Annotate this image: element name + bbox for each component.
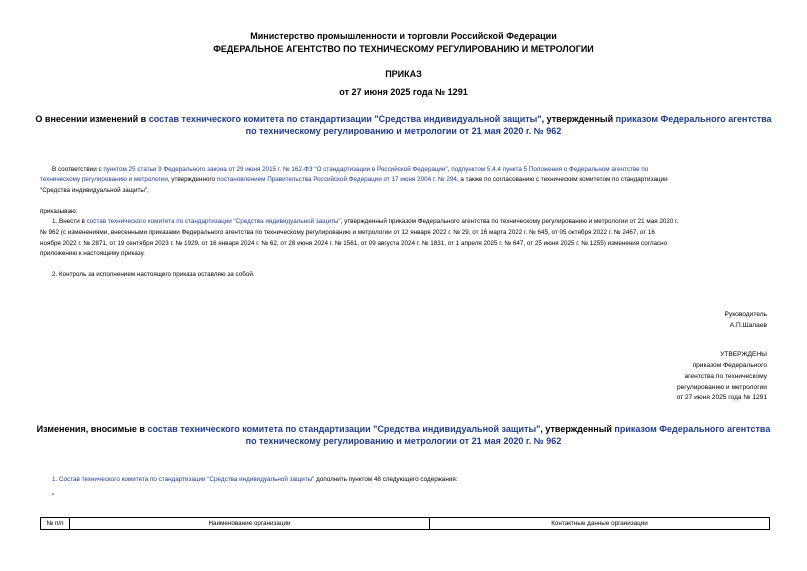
preamble-end: , а также по согласованию с техническим комитетом по стандартизации bbox=[456, 176, 668, 183]
approval-line5: от 27 июня 2025 года № 1291 bbox=[676, 394, 767, 401]
appendix-title-order-link-cont[interactable]: по техническому регулированию и метрологии от 21 мая 2020 г. № 962 bbox=[245, 436, 562, 446]
item1-line1 bbox=[52, 217, 772, 228]
table-header-number: № п/п bbox=[41, 518, 70, 530]
appendix-title-pre: Изменения, вносимые в bbox=[36, 424, 148, 434]
preamble-line2 bbox=[40, 175, 770, 186]
item1-line3: ноября 2022 г. № 2871, от 19 сентября 2023 г. № 1929, от 16 января 2024 г. № 62, от 28 июня 2024 г. № 1561, от 09 августа 2024 г. № 1831, от 1 апреля 2025 г. № 647, от 25 июня 2025 г. № 1255) изменения согласно bbox=[40, 240, 668, 247]
title-mid: , утвержденный bbox=[541, 114, 616, 124]
quote-mark: " bbox=[52, 493, 55, 500]
item1-line4: приложению к настоящему приказу. bbox=[40, 250, 145, 257]
appendix-title-committee-link[interactable]: состав технического комитета по стандартизации "Средства индивидуальной защиты" bbox=[147, 424, 541, 434]
appendix-title-order-link[interactable]: приказом Федерального агентства bbox=[614, 424, 771, 434]
title-link-order-cont[interactable]: по техническому регулированию и метрологии от 21 мая 2020 г. № 962 bbox=[245, 126, 562, 136]
title-link-order[interactable]: приказом Федерального агентства bbox=[615, 114, 772, 124]
members-table bbox=[40, 517, 770, 530]
table-header-row bbox=[41, 518, 770, 530]
preamble-mid: , утвержденного bbox=[167, 176, 217, 183]
item2: 2. Контроль за исполнением настоящего приказа оставляю за собой. bbox=[52, 271, 255, 278]
item1-committee-link[interactable]: состав технического комитета по стандартизации "Средства индивидуальной защиты" bbox=[86, 218, 341, 225]
preamble-line3: "Средства индивидуальной защиты", bbox=[40, 187, 149, 194]
signature-role: Руководитель bbox=[724, 311, 767, 318]
government-decree-link[interactable]: постановлением Правительства Российской Федерации от 17 июня 2004 г. № 294 bbox=[216, 176, 457, 183]
agency-name: ФЕДЕРАЛЬНОЕ АГЕНТСТВО ПО ТЕХНИЧЕСКОМУ РЕГУЛИРОВАНИЮ И МЕТРОЛОГИИ bbox=[213, 44, 594, 54]
appendix-item1 bbox=[52, 475, 458, 486]
item1-rest: , утвержденный приказом Федерального агентства по техническому регулированию и метрологии от 21 мая 2020 г. bbox=[340, 218, 679, 225]
preamble-line1 bbox=[52, 165, 772, 176]
approval-line1: УТВЕРЖДЕНЫ bbox=[720, 351, 767, 358]
preamble-sep: , bbox=[447, 166, 452, 173]
regulation-link[interactable]: подпунктом 5.4.4 пункта 5 Положения о Федеральном агентстве по bbox=[451, 166, 649, 173]
doc-date-number: от 27 июня 2025 года № 1291 bbox=[339, 87, 468, 97]
regulation-link-cont[interactable]: техническому регулированию и метрологии bbox=[40, 176, 168, 183]
appendix-title-mid: , утвержденный bbox=[540, 424, 615, 434]
order-title bbox=[0, 114, 807, 125]
ministry-name: Министерство промышленности и торговли Российской Федерации bbox=[250, 31, 557, 41]
doc-type: ПРИКАЗ bbox=[385, 69, 422, 79]
law-link[interactable]: пунктом 25 статьи 9 Федерального закона от 29 июня 2015 г. № 162-ФЗ "О стандартизации в Российской Федерации" bbox=[103, 166, 448, 173]
appendix-title bbox=[0, 424, 807, 435]
appendix-item1-rest: дополнить пунктом 48 следующего содержания: bbox=[314, 476, 458, 483]
table-header-contacts: Контактные данные организации bbox=[430, 518, 770, 530]
approval-line4: регулированию и метрологии bbox=[676, 384, 767, 391]
appendix-committee-link[interactable]: 1. Состав технического комитета по стандартизации "Средства индивидуальной защиты" bbox=[52, 476, 315, 483]
approval-line2: приказом Федерального bbox=[692, 362, 767, 369]
item1-line2: № 962 (с изменениями, внесенными приказами Федерального агентства по техническому регулированию и метрологии от 12 января 2022 г. № 29, от 16 марта 2022 г. № 645, от 05 октября 2022 г. № 2467, от 16 bbox=[40, 229, 655, 236]
title-link-committee[interactable]: состав технического комитета по стандартизации "Средства индивидуальной защиты" bbox=[148, 114, 542, 124]
appendix-title-line2 bbox=[0, 436, 807, 447]
preamble-start: В соответствии с bbox=[52, 166, 104, 173]
order-title-line2 bbox=[0, 126, 807, 137]
signature-name: А.П.Шалаев bbox=[729, 322, 767, 329]
item1-start: 1. Внести в bbox=[52, 218, 87, 225]
table-header-org-name: Наименование организации bbox=[70, 518, 430, 530]
title-pre: О внесении изменений в bbox=[35, 114, 149, 124]
approval-line3: агентства по техническому bbox=[684, 373, 767, 380]
orders-label: приказываю: bbox=[40, 208, 78, 215]
